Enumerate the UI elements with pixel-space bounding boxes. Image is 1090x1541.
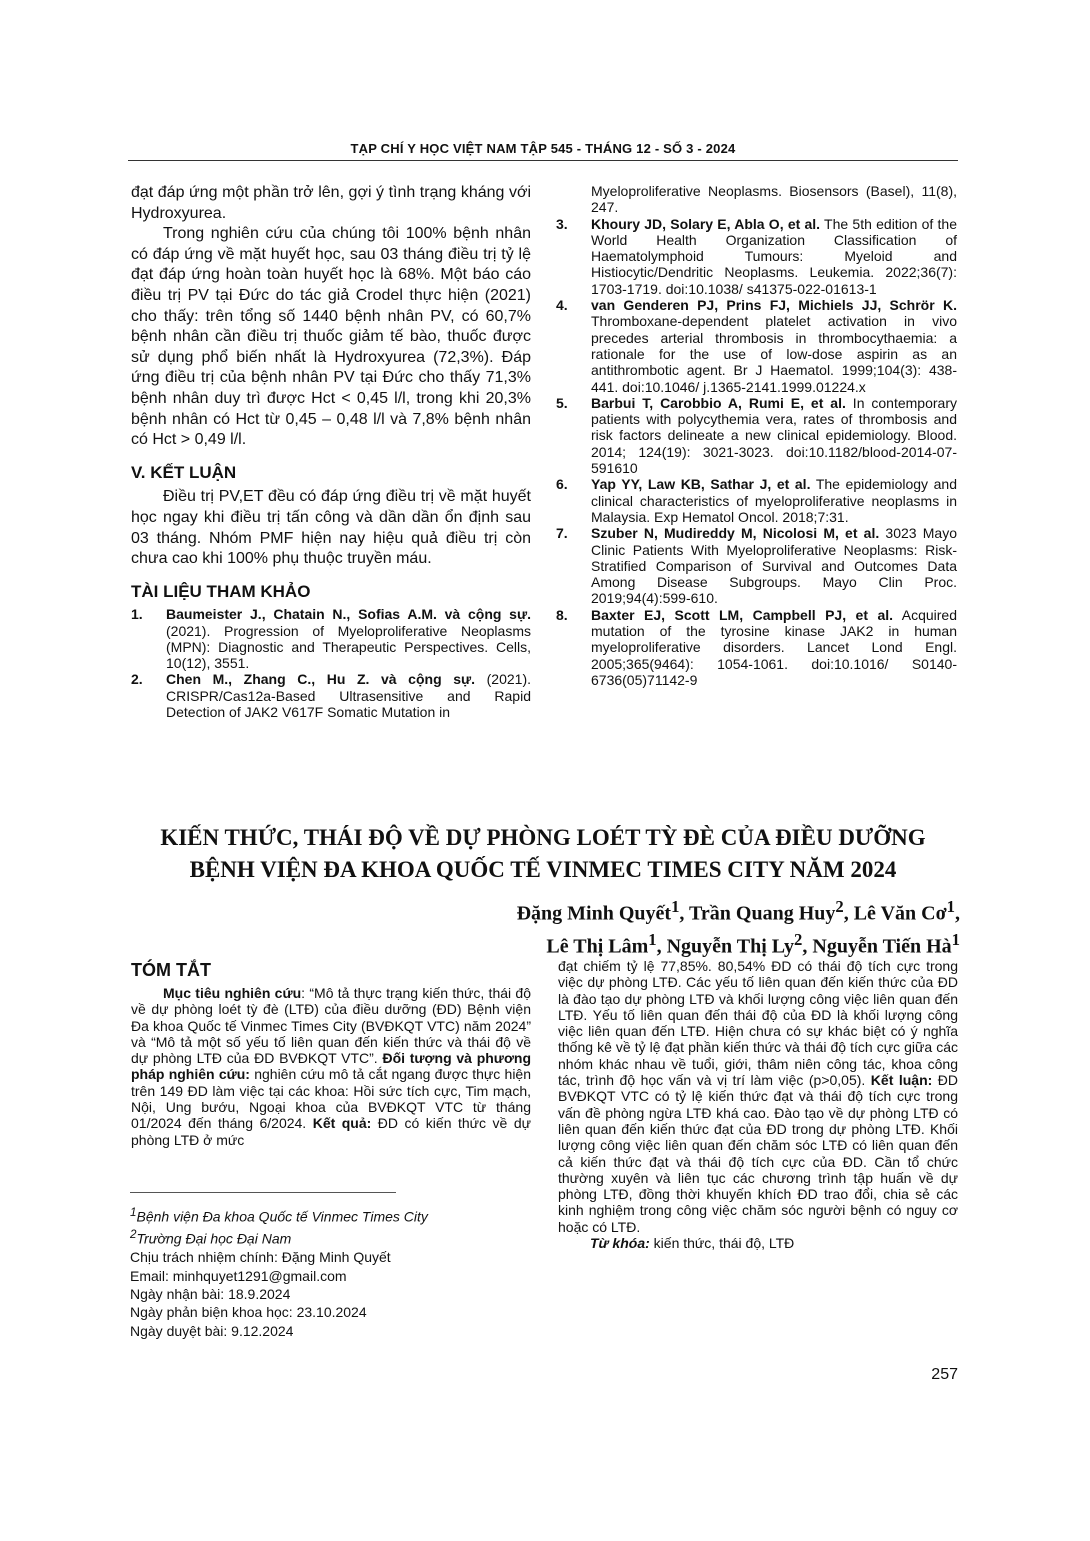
paragraph-discussion: Trong nghiên cứu của chúng tôi 100% bệnh nhân có đáp ứng về mặt huyết học, sau 03 tháng điều trị tỷ lệ đạt đáp ứng hoàn toàn huyết học là 68%. Một báo cáo điều trị PV tại Đức do tác giả Crodel thực hiện (2021) cho thấy: trên tổng số 1440 bệnh nhân PV, có 60,7% bệnh nhân cần điều trị thuốc giảm tế bào, thuốc được sử dụng phổ biến nhất là Hydroxyurea (72,3%). Đáp ứng điều trị của bệnh nhân PV tại Đức cho thấy 71,3% bệnh nhân duy trì được Hct < 0,45 l/l, trong khi 20,3% bệnh nhân có Hct từ 0,45 – 0,48 l/l và 7,8% bệnh nhân có Hct > 0,49 l/l. xyxy=(131,225,531,449)
affiliation-marker: 1 xyxy=(946,897,955,916)
abstract-label-conclusion: Kết luận: xyxy=(870,1072,933,1089)
reference-text: In contemporary patients with polycythemia vera, rates of thrombosis and risk factors delineate a new clinical epidemiology. Blood. 2014; 124(19): 3021-3023. doi:10.1182/blood-2014-07-591610 xyxy=(591,394,957,477)
reference-list-left xyxy=(131,606,531,720)
reference-number: 2. xyxy=(131,671,143,688)
reference-item xyxy=(556,297,957,395)
abstract-text: đạt chiếm tỷ lệ 77,85%. 80,54% ĐD có thái độ tích cực trong việc dự phòng LTĐ. Các yếu tố liên quan đến kiến thức của ĐD là đào tạo dự phòng LTĐ và khối lượng công việc liên quan đến LTĐ. Yếu tố liên quan đến thái độ của ĐD là khối lượng công việc liên quan đến LTĐ. Hiện chưa có sự khác biệt có ý nghĩa thống kê về tỷ lệ đạt phần kiến thức và thái độ tích cực giữa các nhóm khác nhau về tuổi, giới, thâm niên công tác, khoa công tác, trình độ học vấn và vị trí làm việc (p>0,05). xyxy=(558,958,958,1089)
affiliation-marker: 2 xyxy=(835,897,844,916)
abstract-right xyxy=(558,958,958,1251)
footnote-affiliation xyxy=(130,1204,530,1226)
section-heading-references: TÀI LIỆU THAM KHẢO xyxy=(131,581,311,601)
reference-authors: Baumeister J., Chatain N., Sofias A.M. và cộng sự. xyxy=(166,606,531,623)
reference-text: The epidemiology and clinical characteristics of myeloproliferative neoplasms in Malaysia. Exp Hematol Oncol. 2018;7:31. xyxy=(591,476,957,525)
reference-authors: Barbui T, Carobbio A, Rumi E, et al. xyxy=(591,394,846,411)
reference-text: (2021). CRISPR/Cas12a-Based Ultrasensitive and Rapid Detection of JAK2 V617F Somatic Mutation in xyxy=(166,671,532,721)
footnote-approved: Ngày duyệt bài: 9.12.2024 xyxy=(130,1322,294,1339)
reference-number: 5. xyxy=(556,394,568,411)
left-column xyxy=(131,183,531,720)
section-heading-conclusion: V. KẾT LUẬN xyxy=(131,462,237,482)
paragraph-continued: đạt đáp ứng một phần trở lên, gợi ý tình trạng kháng với Hydroxyurea. xyxy=(131,184,531,222)
reference-item xyxy=(556,216,957,297)
header-rule xyxy=(128,160,958,161)
authors-line xyxy=(300,927,960,960)
keywords-label: Từ khóa: xyxy=(590,1235,650,1252)
affiliation-marker: 1 xyxy=(951,929,960,949)
reference-number: 7. xyxy=(556,525,568,542)
article-title-line: BỆNH VIỆN ĐA KHOA QUỐC TẾ VINMEC TIMES CITY NĂM 2024 xyxy=(189,857,897,882)
page-number: 257 xyxy=(931,1366,958,1383)
reference-authors: Khoury JD, Solary E, Abla O, et al. xyxy=(591,215,821,232)
reference-text: (2021). Progression of Myeloproliferative Neoplasms (MPN): Diagnostic and Therapeutic Perspectives. Cells, 10(12), 3551. xyxy=(166,622,531,672)
paragraph-conclusion: Điều trị PV,ET đều có đáp ứng điều trị về mặt huyết học ngay khi điều trị tấn công và dần dần ổn định sau 03 tháng. Nhóm PMF hiện nay hiệu quả điều trị còn chưa cao khi 100% phụ thuộc truyền máu. xyxy=(131,488,531,568)
author-name: , Lê Văn Cơ xyxy=(843,902,947,925)
article-title xyxy=(128,822,958,886)
abstract-heading: TÓM TẮT xyxy=(131,960,211,980)
reference-item xyxy=(556,476,957,525)
author-separator: , xyxy=(955,902,960,925)
reference-item xyxy=(556,395,957,476)
keywords xyxy=(558,1235,958,1251)
affiliation-marker: 1 xyxy=(648,929,657,949)
footnote-affiliation xyxy=(130,1226,530,1248)
article-title-line: KIẾN THỨC, THÁI ĐỘ VỀ DỰ PHÒNG LOÉT TỲ ĐÈ CỦA ĐIỀU DƯỠNG xyxy=(160,825,926,850)
reference-item xyxy=(556,525,957,606)
author-name: , Nguyễn Thị Ly xyxy=(656,935,795,958)
abstract-paragraph xyxy=(558,958,958,1235)
footnote-rule xyxy=(130,1192,396,1193)
reference-item xyxy=(131,671,531,720)
abstract-label-result: Kết quả: xyxy=(312,1115,372,1132)
article-authors xyxy=(300,894,960,959)
reference-number: 1. xyxy=(131,606,143,623)
keywords-text: kiến thức, thái độ, LTĐ xyxy=(649,1235,795,1252)
footnote-responsible: Chịu trách nhiệm chính: Đặng Minh Quyết xyxy=(130,1249,391,1266)
reference-authors: Szuber N, Mudireddy M, Nicolosi M, et al. xyxy=(591,525,880,542)
affiliation-marker: 1 xyxy=(130,1206,137,1219)
affiliation-name: Bệnh viện Đa khoa Quốc tế Vinmec Times City xyxy=(136,1208,428,1225)
reference-text: Acquired mutation of the tyrosine kinase JAK2 in human myeloproliferative disorders. Lancet Lond Engl. 2005;365(9464): 1054-1061. doi:10.1016/ S0140-6736(05)71142-9 xyxy=(591,606,958,688)
footnote-reviewed: Ngày phản biện khoa học: 23.10.2024 xyxy=(130,1304,367,1321)
author-name: Lê Thị Lâm xyxy=(546,935,649,958)
footnote-received: Ngày nhận bài: 18.9.2024 xyxy=(130,1285,291,1302)
affiliation-name: Trường Đại học Đại Nam xyxy=(136,1230,292,1247)
reference-text: The 5th edition of the World Health Organization Classification of Haematolymphoid Tumours: Myeloid and Histiocytic/Dendritic Neoplasms. Leukemia. 2022;36(7): 1703-1719. doi:10.1038/ s41375-022-01613-1 xyxy=(591,215,957,297)
reference-number: 3. xyxy=(556,215,568,232)
affiliation-marker: 1 xyxy=(671,897,680,916)
affiliation-marker: 2 xyxy=(794,929,803,949)
abstract-text: : “Mô tả thực trạng kiến thức, thái độ về dự phòng loét tỳ đè (LTĐ) của điều dưỡng (ĐD) Bệnh viện Đa khoa Quốc tế Vinmec Times City (BVĐKQT VTC) năm 2024” và “Mô tả một số yếu tố liên quan đến kiến thức và thái độ về dự phòng LTĐ của ĐD BVĐKQT VTC”. xyxy=(131,985,532,1067)
reference-item xyxy=(131,606,531,671)
abstract-text: nghiên cứu mô tả cắt ngang được thực hiện trên 149 ĐD làm việc tại các khoa: Hồi sức tích cực, Tim mạch, Nội, Ung bướu, Ngoại khoa của BVĐKQT VTC từ tháng 01/2024 đến tháng 6/2024. xyxy=(131,1066,531,1132)
reference-text: Myeloproliferative Neoplasms. Biosensors (Basel), 11(8), 247. xyxy=(591,183,957,216)
footnotes xyxy=(130,1204,530,1340)
reference-authors: Baxter EJ, Scott LM, Campbell PJ, et al. xyxy=(591,606,894,623)
reference-list-right xyxy=(556,183,957,688)
affiliation-marker: 2 xyxy=(130,1228,137,1242)
reference-authors: Chen M., Zhang C., Hu Z. và cộng sự. xyxy=(166,671,476,688)
reference-text: Thromboxane-dependent platelet activation in vivo precedes arterial thrombosis in thrombocythaemia: a rationale for the use of low-dose aspirin as an antithrombotic agent. Br J Haematol. 1999;104(3): 438-441. doi:10.1046/ j.1365-2141.1999.01224.x xyxy=(591,313,957,395)
reference-authors: van Genderen PJ, Prins FJ, Michiels JJ, Schrör K. xyxy=(591,297,957,314)
abstract-text: ĐD có kiến thức về dự phòng LTĐ ở mức xyxy=(131,1115,531,1148)
abstract-paragraph xyxy=(131,985,531,1148)
abstract-label-objective: Mục tiêu nghiên cứu xyxy=(163,985,302,1001)
journal-header: TẠP CHÍ Y HỌC VIỆT NAM TẬP 545 - THÁNG 12 - SỐ 3 - 2024 xyxy=(350,141,736,156)
abstract-text: ĐD BVĐKQT VTC có tỷ lệ kiến thức đạt và thái độ tích cực trong vấn đề phòng ngừa LTĐ khá cao. Đào tạo về dự phòng LTĐ có liên quan đến kiến thức đạt của ĐD trong dự phòng LTĐ. Khối lượng công việc liên quan đến chăm sóc LTĐ có liên quan đến cả kiến thức đạt và thái độ tích cực của ĐD. Cần tổ chức thường xuyên và liên tục các chương trình tập huấn về dự phòng LTĐ, đồng thời khuyến khích ĐD trao đổi, chia sẻ các kinh nghiệm trong công việc chăm sóc người bệnh có nguy cơ hoặc có LTĐ. xyxy=(558,1072,958,1235)
author-name: , Trần Quang Huy xyxy=(679,902,836,925)
author-name: , Nguyễn Tiến Hà xyxy=(802,935,952,958)
reference-authors: Yap YY, Law KB, Sathar J, et al. xyxy=(591,476,811,493)
reference-item xyxy=(556,607,957,688)
reference-item-continued xyxy=(556,183,957,216)
reference-number: 4. xyxy=(556,297,568,314)
reference-number: 6. xyxy=(556,476,568,493)
reference-number: 8. xyxy=(556,606,568,623)
authors-line xyxy=(300,894,960,927)
abstract-left xyxy=(131,960,531,1148)
author-name: Đặng Minh Quyết xyxy=(516,902,672,925)
footnote-email: Email: minhquyet1291@gmail.com xyxy=(130,1267,347,1284)
reference-text: 3023 Mayo Clinic Patients With Myeloproliferative Neoplasms: Risk-Stratified Comparison of Survival and Outcomes Data Among Disease Subgroups. Mayo Clin Proc. 2019;94(4):599-610. xyxy=(591,525,957,607)
abstract-label-method: Đối tượng và phương pháp nghiên cứu: xyxy=(131,1050,531,1083)
